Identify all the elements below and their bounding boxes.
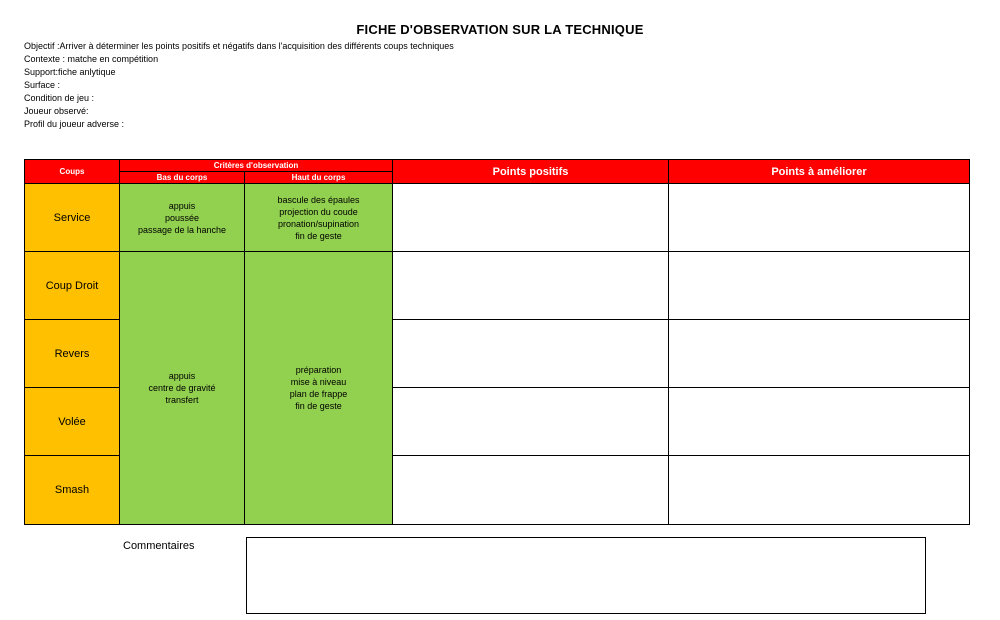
- criterion: poussée: [164, 212, 200, 223]
- criterion: appuis: [168, 200, 196, 211]
- criterion: transfert: [165, 395, 199, 405]
- comment-box[interactable]: [246, 537, 926, 614]
- objectif-line: Objectif :Arriver à déterminer les points positifs et négatifs dans l'acquisition des différents coups techniques: [24, 41, 454, 51]
- criterion: appuis: [168, 371, 196, 381]
- revers-ameliorer-cell[interactable]: [669, 320, 970, 388]
- header-coups: Coups: [25, 160, 120, 184]
- service-ameliorer-cell[interactable]: [669, 184, 970, 252]
- criterion: bascule des épaules: [277, 194, 360, 205]
- comment-label: Commentaires: [123, 540, 195, 552]
- joueur-line: Joueur observé:: [24, 106, 89, 116]
- criterion: projection du coude: [279, 206, 358, 217]
- criterion: pronation/supination: [277, 218, 360, 229]
- coup-droit-positifs-cell[interactable]: [393, 252, 669, 320]
- revers-positifs-cell[interactable]: [393, 320, 669, 388]
- service-haut-criteria: [245, 184, 393, 252]
- smash-positifs-cell[interactable]: [393, 456, 669, 525]
- form-meta: [24, 40, 454, 131]
- observation-table: [24, 159, 970, 525]
- volee-ameliorer-cell[interactable]: [669, 388, 970, 456]
- header-points-positifs: Points positifs: [393, 160, 669, 184]
- criterion: préparation: [295, 365, 342, 375]
- header-haut-du-corps: Haut du corps: [245, 172, 393, 184]
- header-criteres: Critères d'observation: [120, 160, 393, 172]
- criterion: plan de frappe: [289, 389, 348, 399]
- criterion: centre de gravité: [148, 383, 216, 393]
- volee-positifs-cell[interactable]: [393, 388, 669, 456]
- row-label-coup-droit: Coup Droit: [25, 252, 120, 320]
- condition-line: Condition de jeu :: [24, 93, 95, 103]
- page-title: FICHE D'OBSERVATION SUR LA TECHNIQUE: [356, 22, 644, 37]
- criterion: fin de geste: [295, 401, 342, 411]
- other-haut-criteria: [245, 252, 393, 525]
- criterion: mise à niveau: [290, 377, 347, 387]
- contexte-line: Contexte : matche en compétition: [24, 54, 159, 64]
- service-bas-criteria: [120, 184, 245, 252]
- header-points-ameliorer: Points à améliorer: [669, 160, 970, 184]
- criterion: fin de geste: [295, 230, 342, 241]
- coup-droit-ameliorer-cell[interactable]: [669, 252, 970, 320]
- row-label-smash: Smash: [25, 456, 120, 525]
- support-line: Support:fiche anlytique: [24, 67, 116, 77]
- row-label-volee: Volée: [25, 388, 120, 456]
- other-bas-criteria: [120, 252, 245, 525]
- profil-line: Profil du joueur adverse :: [24, 119, 125, 129]
- row-label-service: Service: [25, 184, 120, 252]
- smash-ameliorer-cell[interactable]: [669, 456, 970, 525]
- row-label-revers: Revers: [25, 320, 120, 388]
- criterion: passage de la hanche: [137, 224, 227, 235]
- surface-line: Surface :: [24, 80, 61, 90]
- service-positifs-cell[interactable]: [393, 184, 669, 252]
- header-bas-du-corps: Bas du corps: [120, 172, 245, 184]
